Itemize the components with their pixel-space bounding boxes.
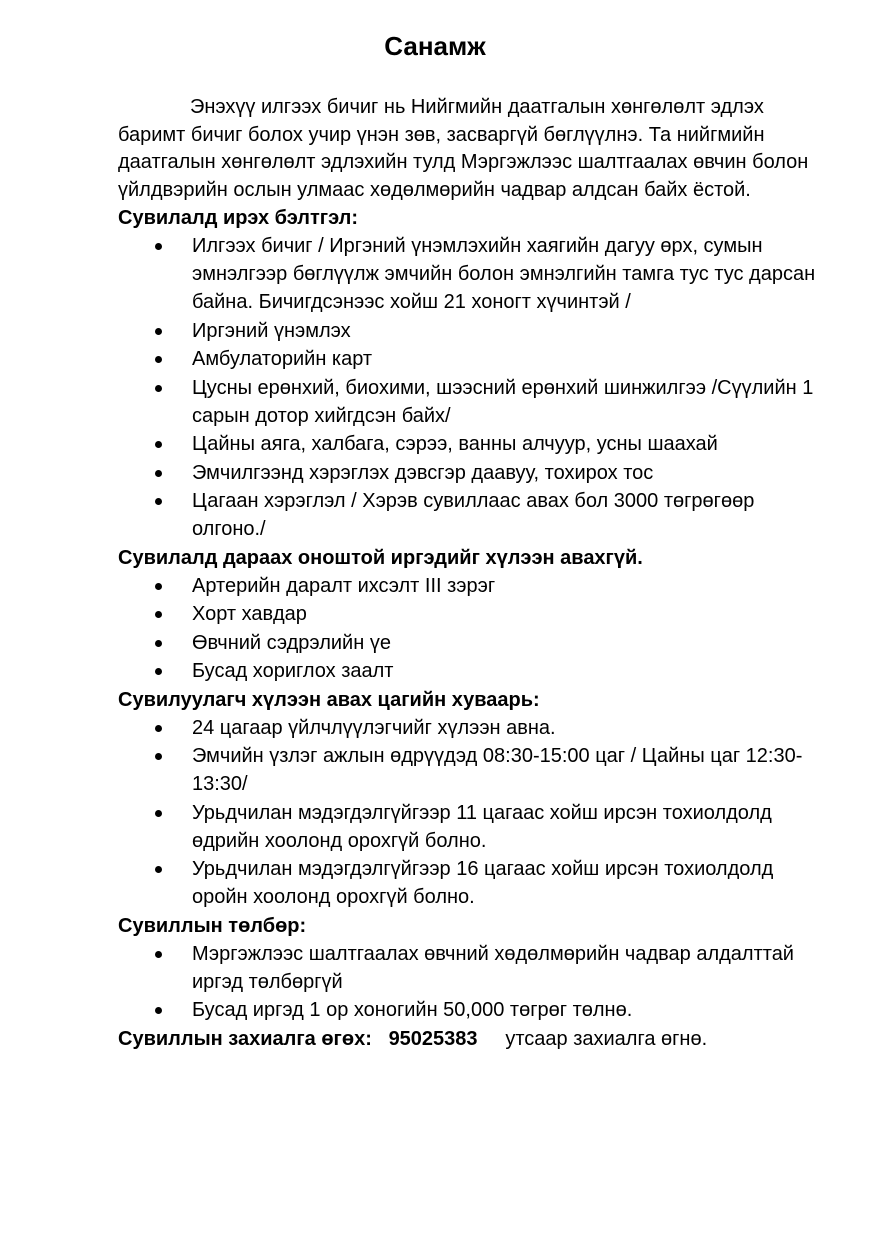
list-item-text: Бусад хориглох заалт xyxy=(192,660,394,682)
list-item-text: Цайны аяга, халбага, сэрээ, ванны алчуур, усны шаахай xyxy=(192,433,718,455)
list-item xyxy=(192,600,822,629)
booking-label: Сувиллын захиалга өгөх: xyxy=(118,1027,372,1050)
list-item xyxy=(192,855,822,912)
booking-phone: 95025383 xyxy=(388,1027,478,1050)
bullet-icon xyxy=(155,611,162,618)
page-title: Санамж xyxy=(384,31,486,61)
section-heading: Сувиллын төлбөр: xyxy=(118,914,307,937)
list-item-text: Эмчилгээнд хэрэглэх дэвсгэр даавуу, тохирох тос xyxy=(192,461,654,484)
bullet-icon xyxy=(155,356,162,363)
bullet-list xyxy=(118,940,820,1025)
list-item xyxy=(192,629,822,658)
list-item-text: Хорт хавдар xyxy=(192,603,307,625)
section-payment xyxy=(118,912,820,1025)
bullet-icon xyxy=(155,385,162,392)
bullet-list xyxy=(118,714,820,912)
list-item-text: Мэргэжлээс шалтгаалах өвчний хөдөлмөрийн чадвар алдалттай иргэд төлбөргүй xyxy=(192,942,794,993)
list-item xyxy=(192,799,822,856)
section-heading: Сувилалд дараах оноштой иргэдийг хүлээн авахгүй. xyxy=(118,546,643,569)
list-item xyxy=(192,317,822,346)
bullet-icon xyxy=(155,470,162,477)
list-item xyxy=(192,742,822,799)
list-item-text: Эмчийн үзлэг ажлын өдрүүдэд 08:30-15:00 цаг / Цайны цаг 12:30-13:30/ xyxy=(192,745,803,795)
section-preparation xyxy=(118,204,820,544)
list-item-text: Урьдчилан мэдэгдэлгүйгээр 11 цагаас хойш ирсэн тохиолдолд өдрийн хоолонд орохгүй болно. xyxy=(192,801,772,852)
section-contraindications xyxy=(118,544,820,686)
list-item xyxy=(192,657,822,686)
list-item xyxy=(192,430,822,459)
list-item xyxy=(192,345,822,374)
list-item xyxy=(192,940,822,997)
list-item-text: 24 цагаар үйлчлүүлэгчийг хүлээн авна. xyxy=(192,716,556,739)
list-item xyxy=(192,714,822,743)
bullet-icon xyxy=(155,441,162,448)
list-item xyxy=(192,572,822,601)
section-schedule xyxy=(118,686,820,912)
bullet-icon xyxy=(155,668,162,675)
list-item-text: Бусад иргэд 1 ор хоногийн 50,000 төгрөг төлнө. xyxy=(192,999,633,1021)
intro-paragraph: Энэхүү илгээх бичиг нь Нийгмийн даатгалын хөнгөлөлт эдлэх баримт бичиг болох учир үнэн зөв, засваргүй бөглүүлнэ. Та нийгмийн даатгалын хөнгөлөлт эдлэхийн тулд Мэргэжлээс шалтгаалах өвчин болон үйлдвэрийн ослын улмаас хөдөлмөрийн чадвар алдсан байх ёстой. xyxy=(118,96,809,201)
bullet-icon xyxy=(155,866,162,873)
list-item-text: Цагаан хэрэглэл / Хэрэв сувиллаас авах бол 3000 төгрөгөөр олгоно./ xyxy=(192,490,755,540)
list-item xyxy=(192,374,822,431)
list-item xyxy=(192,487,822,544)
section-heading: Сувилуулагч хүлээн авах цагийн хуваарь: xyxy=(118,688,540,711)
booking-line xyxy=(118,1025,820,1053)
list-item-text: Өвчний сэдрэлийн үе xyxy=(192,631,391,654)
list-item xyxy=(192,232,822,317)
bullet-list xyxy=(118,232,820,544)
booking-suffix: утсаар захиалга өгнө. xyxy=(505,1027,708,1050)
list-item-text: Урьдчилан мэдэгдэлгүйгээр 16 цагаас хойш ирсэн тохиолдолд оройн хоолонд орохгүй болно. xyxy=(192,858,774,908)
bullet-list xyxy=(118,572,820,686)
list-item-text: Цусны ерөнхий, биохими, шээсний ерөнхий шинжилгээ /Сүүлийн 1 сарын дотор хийгдсэн байх/ xyxy=(192,376,814,427)
bullet-icon xyxy=(155,951,162,958)
list-item xyxy=(192,996,822,1025)
bullet-icon xyxy=(155,1007,162,1014)
list-item-text: Илгээх бичиг / Иргэний үнэмлэхийн хаягийн дагуу өрх, сумын эмнэлгээр бөглүүлж эмчийн болон эмнэлгийн тамга тус тус дарсан байна. Бичигдсэнээс хойш 21 хоногт хүчинтэй / xyxy=(192,235,816,313)
list-item xyxy=(192,459,822,488)
bullet-icon xyxy=(155,583,162,590)
section-heading: Сувилалд ирэх бэлтгэл: xyxy=(118,207,359,229)
list-item-text: Артерийн даралт ихсэлт III зэрэг xyxy=(192,574,496,597)
bullet-icon xyxy=(155,640,162,647)
bullet-icon xyxy=(155,753,162,760)
bullet-icon xyxy=(155,725,162,732)
bullet-icon xyxy=(155,328,162,335)
list-item-text: Амбулаторийн карт xyxy=(192,348,373,370)
list-item-text: Иргэний үнэмлэх xyxy=(192,319,351,342)
bullet-icon xyxy=(155,810,162,817)
bullet-icon xyxy=(155,243,162,250)
bullet-icon xyxy=(155,498,162,505)
